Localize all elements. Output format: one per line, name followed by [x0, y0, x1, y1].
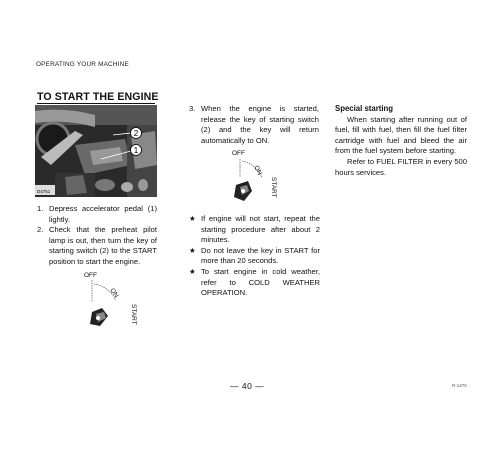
switch-label-off: OFF [84, 272, 97, 279]
note-text: Do not leave the key in START for more than 20 seconds. [201, 245, 320, 266]
note-item [189, 246, 320, 267]
star-bullet: ★ [189, 245, 196, 255]
note-item [189, 214, 320, 246]
step-item [37, 204, 157, 225]
step-text: When the engine is started, release the key of starting switch (2) and the key will return automatically to ON. [201, 104, 319, 145]
key-switch-diagram [78, 268, 158, 334]
special-paragraph: When starting after running out of fuel, fill with fuel, then fill the fuel filter cartridge with fuel and bleed the air from the fuel system before starting. [335, 114, 467, 156]
note-text: If engine will not start, repeat the starting procedure after about 2 minutes. [201, 214, 320, 245]
star-bullet: ★ [189, 266, 196, 276]
switch-label-on: ON [108, 287, 120, 300]
star-bullet: ★ [189, 214, 196, 223]
section-header: OPERATING YOUR MACHINE [36, 61, 129, 68]
title-underline [37, 103, 155, 104]
steps-column-1 [37, 204, 157, 268]
photo-ref-code: D4751 [37, 189, 51, 194]
special-starting-section [335, 104, 467, 178]
steps-column-2 [189, 104, 319, 146]
engine-photo [35, 105, 157, 197]
callout-2-label: 2 [133, 129, 139, 138]
step-number: 3. [189, 104, 196, 113]
step-item [37, 225, 157, 267]
step-text: Check that the preheat pilot lamp is out, then turn the key of starting switch (2) to the START position to start the engine. [49, 225, 157, 266]
switch-label-off: OFF [232, 150, 245, 157]
document-code: R-1470 [452, 383, 467, 388]
page-number: — 40 — [230, 381, 265, 391]
key-switch-diagram [218, 147, 288, 205]
note-text: To start engine in cold weather, refer to COLD WEATHER OPERATION. [201, 266, 320, 298]
special-heading: Special starting [335, 104, 394, 113]
step-item [189, 104, 319, 146]
callout-1-label: 1 [133, 146, 139, 155]
special-paragraph: Refer to FUEL FILTER in every 500 hours services. [335, 156, 467, 177]
step-number: 1. [37, 204, 44, 213]
note-item [189, 267, 320, 299]
step-text: Depress accelerator pedal (1) lightly. [49, 204, 157, 224]
notes-list [189, 214, 320, 299]
page-title: TO START THE ENGINE [37, 91, 159, 103]
switch-label-on: ON [252, 164, 264, 177]
switch-label-start: START [130, 304, 137, 325]
switch-label-start: START [270, 177, 277, 198]
step-number: 2. [37, 225, 44, 235]
